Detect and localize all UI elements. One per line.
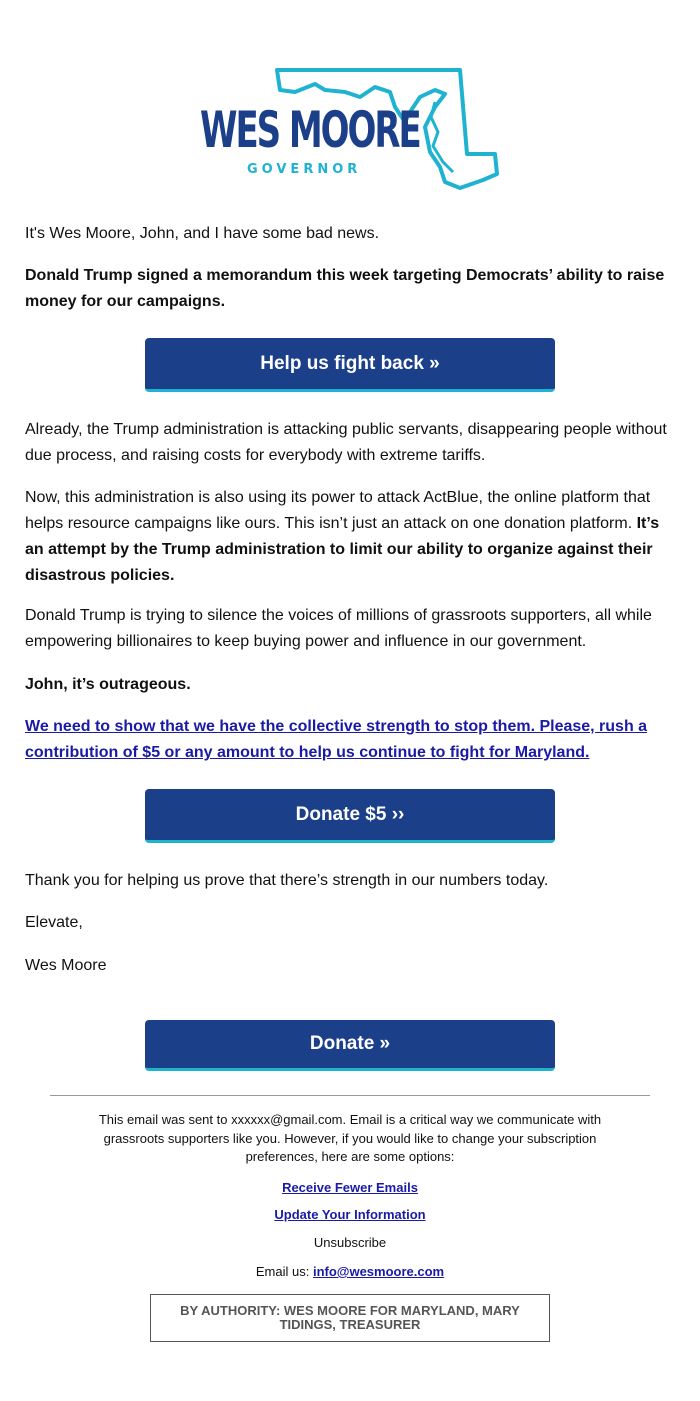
footer-notice: This email was sent to xxxxxx@gmail.com. Email is a critical way we communicate with grassroots supporters like you. However, if you would like to change your subscription preferences, here are some options:: [98, 1112, 602, 1164]
authority-disclaimer: BY AUTHORITY: WES MOORE FOR MARYLAND, MARY TIDINGS, TREASURER: [150, 1294, 550, 1342]
help-fight-back-button[interactable]: Help us fight back »: [145, 338, 555, 392]
logo-name: WES MOORE: [200, 101, 420, 159]
headline: Donald Trump signed a memorandum this week targeting Democrats’ ability to raise money for our campaigns.: [25, 267, 665, 310]
contribution-link[interactable]: We need to show that we have the collective strength to stop them. Please, rush a contribution of $5 or any amount to help us continue to fight for Maryland.: [25, 718, 648, 761]
email-us-line: [0, 1264, 700, 1279]
greeting: It's Wes Moore, John, and I have some bad news.: [25, 225, 380, 242]
email-link[interactable]: info@wesmoore.com: [312, 1264, 445, 1279]
paragraph-actblue-plain: Now, this administration is also using its power to attack ActBlue, the online platform that helps resource campaigns like ours. This isn’t just an attack on one donation platform.: [25, 489, 651, 532]
donate-5-button[interactable]: Donate $5 ››: [145, 789, 555, 843]
unsubscribe-link[interactable]: Unsubscribe: [313, 1235, 387, 1250]
paragraph-attacks: Already, the Trump administration is attacking public servants, disappearing people without due process, and raising costs for everybody with extreme tariffs.: [25, 421, 667, 464]
paragraph-silence: Donald Trump is trying to silence the voices of millions of grassroots supporters, all while empowering billionaires to keep buying power and influence in our government.: [25, 607, 652, 650]
receive-fewer-emails: [0, 1180, 700, 1195]
email-us-label: Email us:: [255, 1264, 310, 1279]
update-information-link[interactable]: Update Your Information: [274, 1207, 426, 1222]
paragraph-actblue-bold: It’s an attempt by the Trump administration to limit our ability to organize against their disastrous policies.: [25, 515, 660, 584]
contribution-link-paragraph: [25, 714, 685, 766]
receive-fewer-emails-link[interactable]: Receive Fewer Emails: [282, 1180, 418, 1195]
paragraph-actblue: [25, 485, 680, 589]
footer-divider: [50, 1095, 650, 1096]
donate-button[interactable]: Donate »: [145, 1020, 555, 1071]
outrageous-line: John, it’s outrageous.: [25, 676, 191, 693]
thanks-line: Thank you for helping us prove that there’s strength in our numbers today.: [25, 872, 549, 889]
update-information: [0, 1207, 700, 1222]
signoff: Elevate,: [25, 914, 83, 931]
signature: Wes Moore: [25, 957, 107, 974]
logo-subtitle: GOVERNOR: [247, 162, 362, 177]
wes-moore-logo: [195, 62, 505, 196]
